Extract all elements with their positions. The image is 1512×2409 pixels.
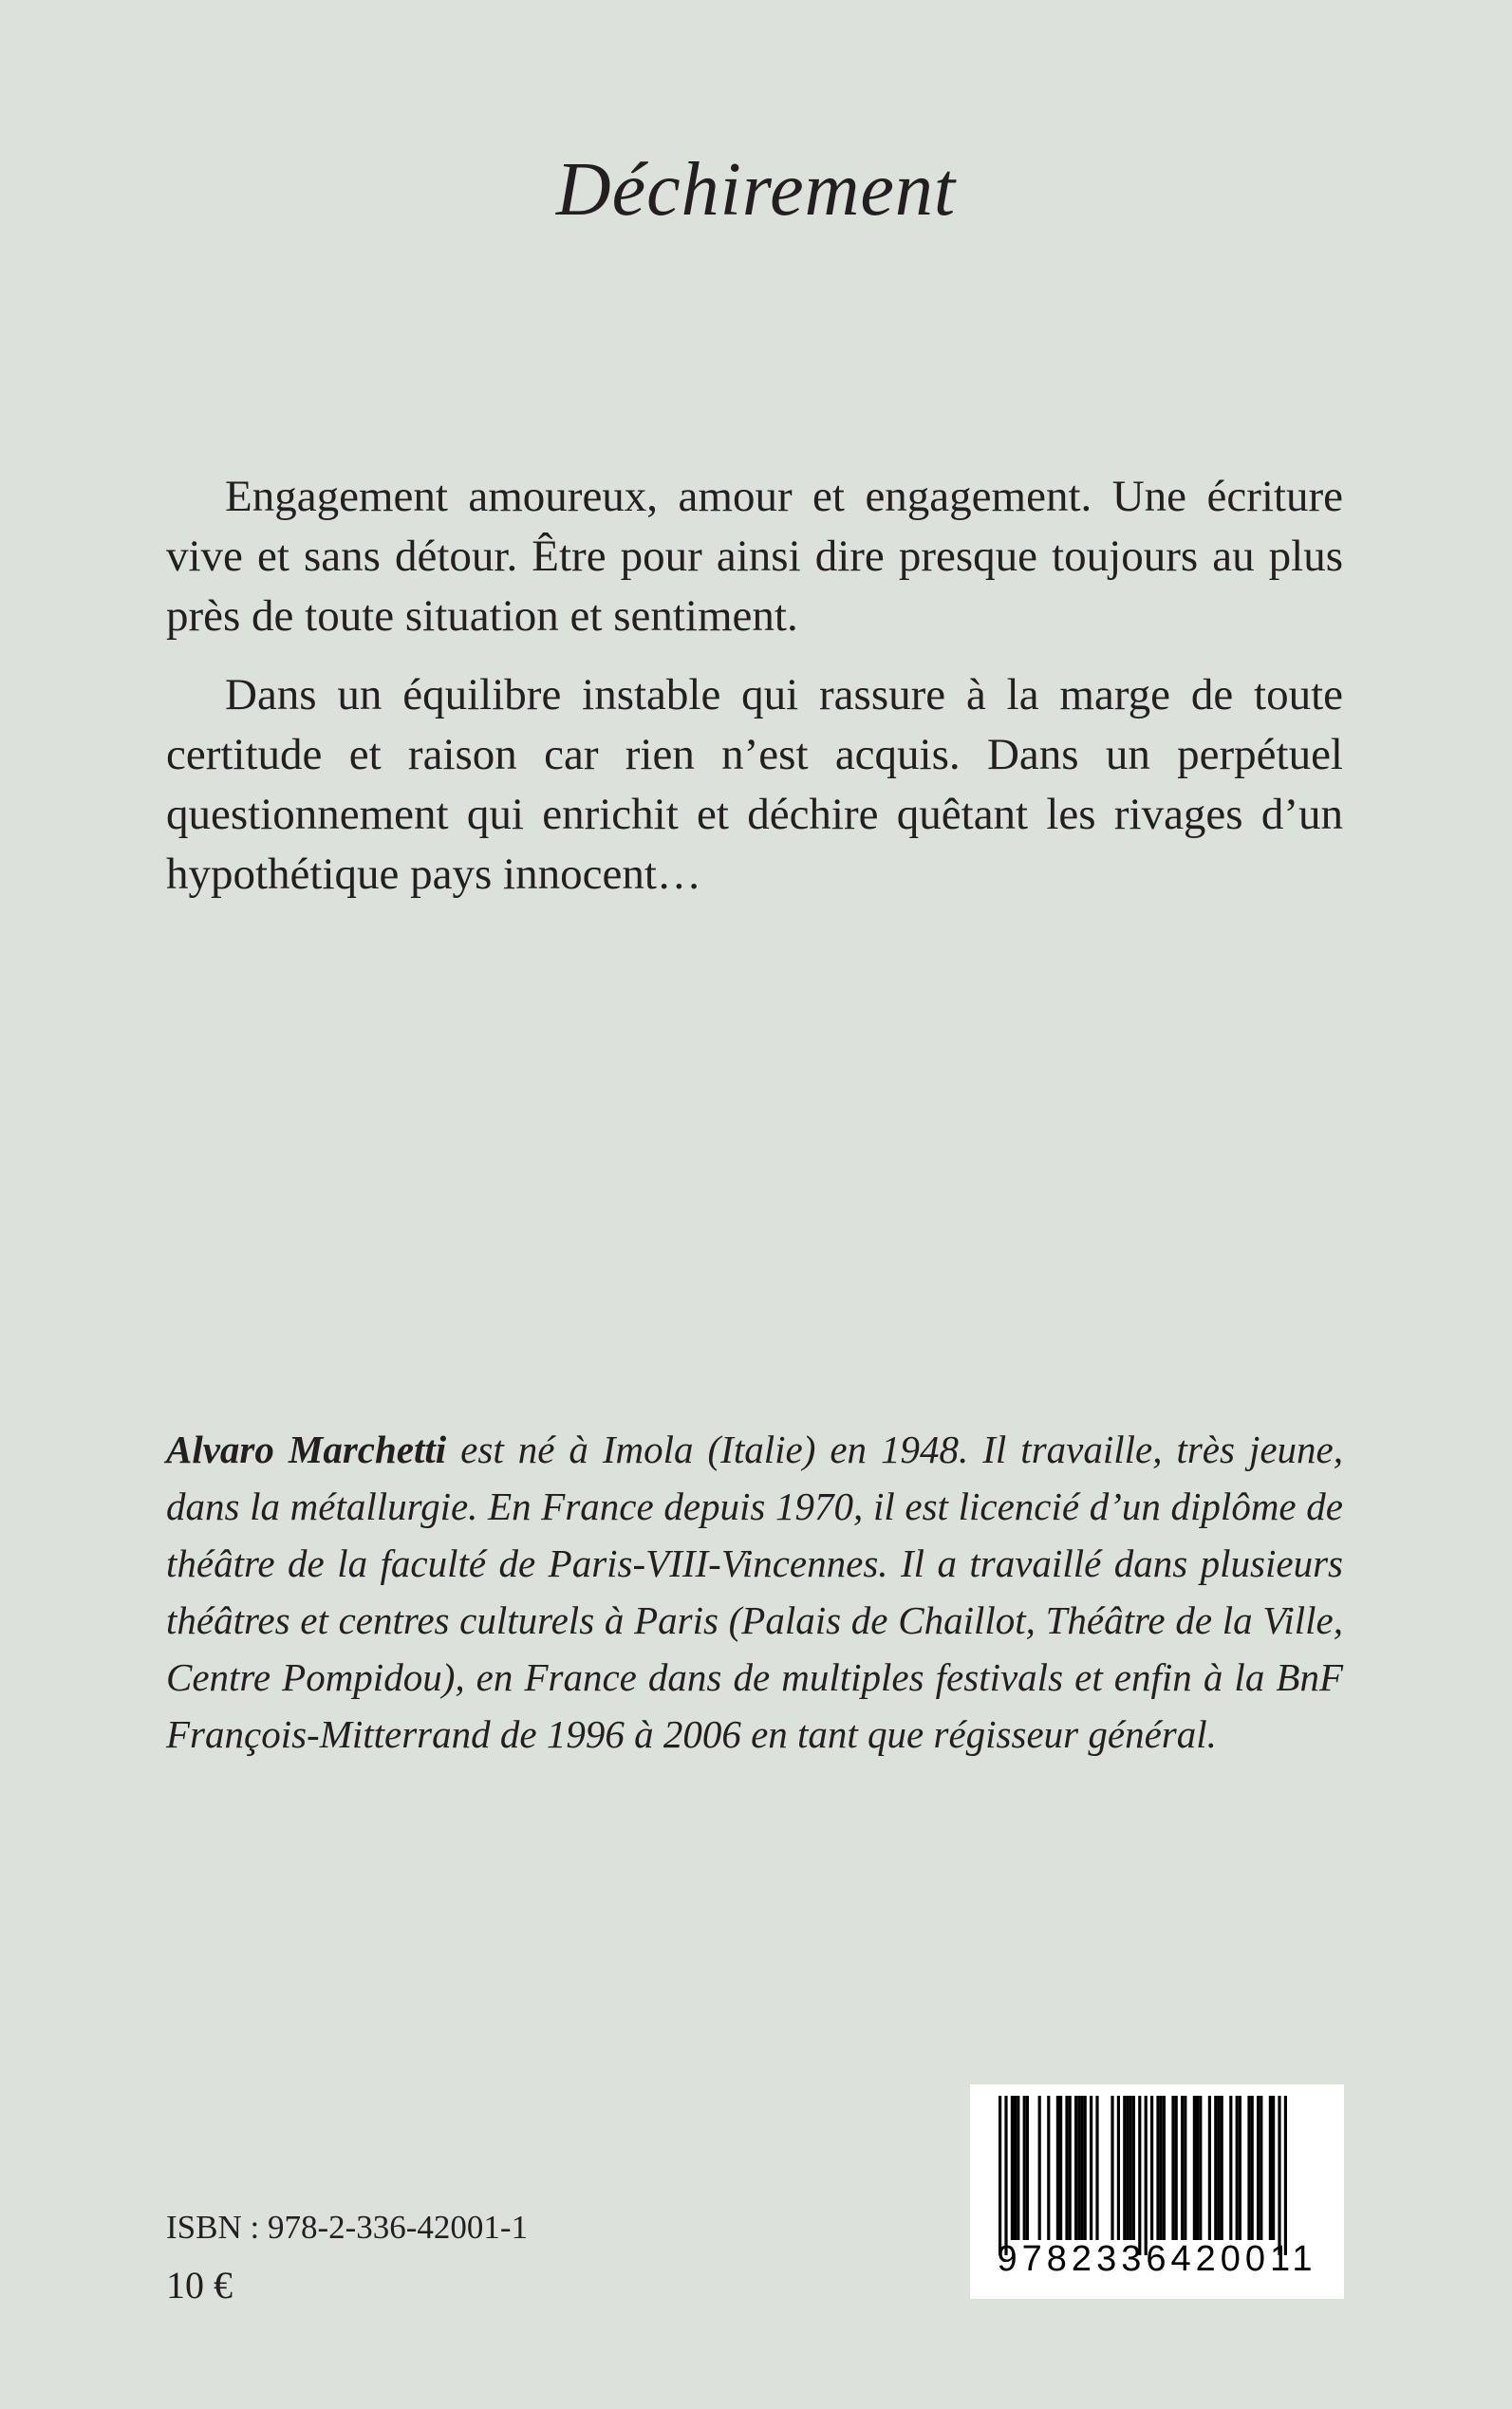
barcode-bar (1084, 2096, 1087, 2240)
barcode-bar (1214, 2096, 1217, 2240)
barcode-bar (1236, 2096, 1239, 2240)
barcode-bar (1090, 2096, 1092, 2240)
barcode-bar (1011, 2096, 1014, 2240)
barcode-bar (1208, 2096, 1211, 2240)
barcode-bar (1184, 2096, 1186, 2240)
barcode-bar (1217, 2096, 1220, 2240)
barcode-bar (1145, 2096, 1148, 2255)
barcode-bar (1171, 2096, 1174, 2240)
barcode-bar (1257, 2096, 1260, 2240)
barcode-bar (1038, 2096, 1041, 2240)
summary-paragraph-1: Engagement amoureux, amour et engagement. Une écriture vive et sans détour. Être pour ainsi dire presque toujours au plus près de toute situation et sentiment. (166, 472, 1343, 641)
barcode-bar (1150, 2096, 1153, 2240)
book-summary (166, 467, 1343, 924)
barcode-bar (1056, 2096, 1059, 2240)
barcode-bar (1065, 2096, 1068, 2240)
author-bio (166, 1421, 1343, 1763)
barcode-bar (1077, 2096, 1080, 2240)
barcode-bar (1160, 2096, 1163, 2240)
barcode-bar (1175, 2096, 1178, 2240)
barcode-bar (1023, 2096, 1026, 2240)
barcode-bar (1229, 2096, 1232, 2240)
barcode-bar (1156, 2096, 1159, 2240)
isbn-label: ISBN : 978-2-336-42001-1 (166, 2209, 529, 2246)
barcode-bar (1014, 2096, 1017, 2240)
barcode-bar (1047, 2096, 1050, 2240)
barcode-bar (1004, 2096, 1007, 2255)
barcode-bar (1247, 2096, 1250, 2240)
barcode-bar (1132, 2096, 1135, 2240)
barcode-bar (1111, 2096, 1113, 2240)
barcode-bar (1278, 2096, 1280, 2255)
barcode-bar (999, 2096, 1001, 2255)
barcode-bar (1059, 2096, 1062, 2240)
barcode-bar (1080, 2096, 1083, 2240)
barcode-bar (1251, 2096, 1254, 2240)
barcode-bar (1163, 2096, 1166, 2240)
author-bio-text: est né à Imola (Italie) en 1948. Il travaille, très jeune, dans la métallurgie. En France depuis 1970, il est licencié d’un diplôme de théâtre de la faculté de Paris-VIII-Vincennes. Il a travaillé dans plusieurs théâtres et centres culturels à Paris (Palais de Chaillot, Théâtre de la Ville, Centre Pompidou), en France dans de multiples festivals et enfin à la BnF François-Mitterrand de 1996 à 2006 en tant que régisseur général. (166, 1428, 1343, 1756)
barcode-bar (1074, 2096, 1077, 2240)
barcode-bar (1272, 2096, 1275, 2240)
barcode-bar (1181, 2096, 1184, 2240)
book-title: Déchirement (555, 148, 957, 232)
barcode-bar (1199, 2096, 1202, 2240)
barcode-bar (1239, 2096, 1241, 2240)
barcode-bar (1269, 2096, 1272, 2240)
barcode-bar (1117, 2096, 1120, 2240)
barcode-bar (1026, 2096, 1029, 2240)
barcode-bar (1095, 2096, 1098, 2240)
author-name: Alvaro Marchetti (166, 1428, 447, 1471)
barcode-bar (1129, 2096, 1132, 2240)
barcode-bar (1193, 2096, 1196, 2240)
barcode-bar (1138, 2096, 1141, 2255)
summary-paragraph-2: Dans un équilibre instable qui rassure à la marge de toute certitude et raison car rien n’est acquis. Dans un perpétuel questionnement qui enrichit et déchire quêtant les rivages d’un hypothétique pays innocent… (166, 670, 1343, 899)
barcode-bar (1069, 2096, 1072, 2240)
price-label: 10 € (166, 2264, 233, 2306)
barcode (970, 2084, 1344, 2299)
barcode-bar (1017, 2096, 1019, 2240)
barcode-digits: 9782336420011 (997, 2239, 1317, 2279)
barcode-bar (1196, 2096, 1199, 2240)
barcode-bar (1260, 2096, 1262, 2240)
barcode-bar (1123, 2096, 1126, 2240)
barcode-bar (1284, 2096, 1287, 2255)
barcode-bar (1221, 2096, 1223, 2240)
barcode-bar (1126, 2096, 1129, 2240)
